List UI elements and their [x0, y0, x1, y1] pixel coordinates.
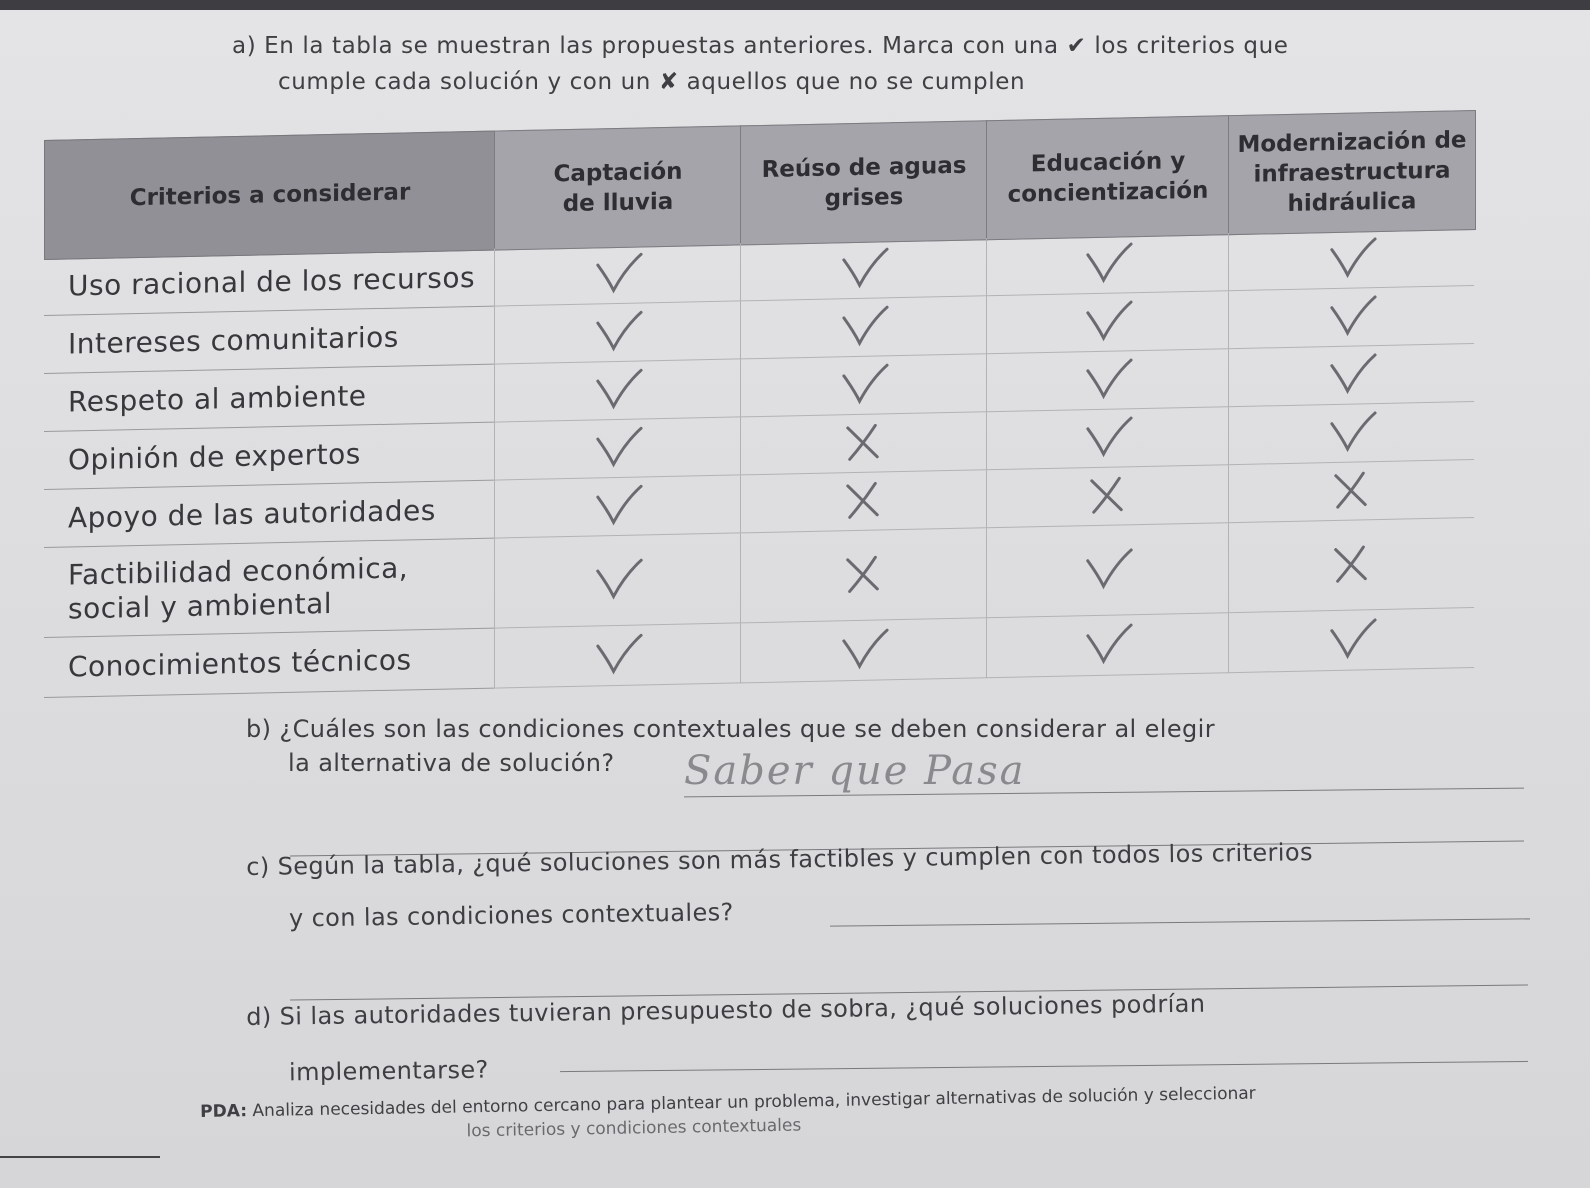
check-mark-icon	[495, 475, 740, 537]
question-d-line1: d) Si las autoridades tuvieran presupuesto de sobra, ¿qué soluciones podrían	[246, 989, 1206, 1031]
header-col-captacion	[494, 125, 742, 250]
check-stroke	[844, 365, 887, 401]
question-c	[246, 835, 1314, 936]
row-label-uso-racional	[44, 249, 494, 316]
cross-stroke	[848, 557, 878, 591]
check-stroke	[1332, 297, 1375, 333]
cross-mark-icon	[987, 465, 1228, 527]
mark-cell[interactable]	[740, 470, 986, 533]
check-mark-icon	[987, 523, 1228, 617]
check-mark-icon	[1229, 344, 1474, 406]
mark-cell[interactable]	[986, 407, 1228, 470]
mark-cell[interactable]	[494, 533, 740, 628]
check-mark-icon	[495, 417, 740, 479]
row-label-text: Apoyo de las autoridades	[68, 493, 436, 534]
criteria-table	[44, 110, 1500, 700]
pda-text: Analiza necesidades del entorno cercano para plantear un problema, investigar alternativas de solución y seleccionar	[252, 1083, 1256, 1122]
mark-cell[interactable]	[494, 417, 740, 480]
cross-stroke	[848, 483, 877, 517]
check-stroke	[1332, 620, 1375, 656]
check-mark-icon	[741, 354, 986, 416]
check-mark-icon	[741, 238, 986, 300]
row-label-text: Factibilidad económica, social y ambiental	[68, 550, 409, 625]
mark-cell[interactable]	[740, 618, 986, 683]
check-stroke	[1088, 418, 1131, 454]
check-mark-icon	[495, 243, 740, 305]
cross-stroke	[1336, 547, 1366, 581]
pda-text-line2: los criterios y condiciones contextuales	[466, 1115, 802, 1142]
check-mark-icon	[987, 613, 1228, 677]
check-stroke	[598, 370, 641, 406]
mark-cell[interactable]	[1228, 608, 1474, 673]
check-mark-icon	[987, 407, 1228, 469]
question-b-line2: la alternativa de solución?	[288, 749, 615, 777]
mark-cell[interactable]	[740, 238, 986, 301]
mark-cell[interactable]	[1228, 228, 1474, 291]
mark-cell[interactable]	[986, 523, 1228, 618]
mark-cell[interactable]	[494, 623, 740, 688]
check-mark-icon	[1229, 228, 1474, 290]
check-stroke	[1088, 550, 1132, 587]
check-stroke	[1332, 413, 1375, 449]
check-stroke	[844, 630, 887, 666]
header-col-educacion	[986, 115, 1230, 240]
check-stroke	[598, 635, 641, 671]
header-col-label: Modernización de infraestructura hidráulica	[1237, 127, 1467, 217]
check-mark-icon	[1229, 286, 1474, 348]
cross-mark-icon	[741, 528, 986, 622]
mark-cell[interactable]	[1228, 460, 1474, 523]
mark-cell[interactable]	[986, 613, 1228, 678]
cross-stroke	[1092, 478, 1121, 512]
check-stroke	[1088, 302, 1131, 338]
question-d-line2: implementarse?	[288, 1055, 489, 1087]
mark-cell[interactable]	[986, 233, 1228, 296]
row-label-text: Respeto al ambiente	[68, 378, 367, 418]
mark-cell[interactable]	[1228, 518, 1474, 613]
header-col-label: Reúso de aguas grises	[761, 152, 967, 212]
cross-stroke	[1336, 473, 1365, 507]
cross-mark-icon	[741, 412, 986, 474]
header-col-label: Educación y concientización	[1007, 148, 1209, 208]
check-stroke	[1332, 239, 1375, 275]
mark-cell[interactable]	[740, 354, 986, 417]
check-stroke	[1332, 355, 1375, 391]
check-stroke	[844, 249, 887, 285]
mark-cell[interactable]	[740, 296, 986, 359]
check-mark-icon	[495, 623, 740, 687]
mark-cell[interactable]	[1228, 344, 1474, 407]
row-label-text: Opinión de expertos	[68, 436, 361, 476]
cross-mark-icon	[1229, 518, 1474, 612]
row-label-text: Uso racional de los recursos	[68, 260, 476, 302]
header-col-reuso	[740, 120, 988, 245]
check-mark-icon	[741, 618, 986, 682]
mark-cell[interactable]	[494, 301, 740, 364]
check-mark-icon	[987, 233, 1228, 295]
pda-note	[200, 1078, 1481, 1148]
mark-cell[interactable]	[494, 475, 740, 538]
check-mark-icon	[987, 291, 1228, 353]
mark-cell[interactable]	[740, 528, 986, 623]
check-mark-icon	[495, 301, 740, 363]
question-c-line1: c) Según la tabla, ¿qué soluciones son más factibles y cumplen con todos los criterios	[246, 838, 1314, 881]
mark-cell[interactable]	[494, 243, 740, 306]
check-mark-icon	[741, 296, 986, 358]
question-b-line1: b) ¿Cuáles son las condiciones contextuales que se deben considerar al elegir	[246, 715, 1216, 743]
mark-cell[interactable]	[740, 412, 986, 475]
check-stroke	[1088, 625, 1131, 661]
pda-label: PDA:	[200, 1101, 248, 1122]
mark-cell[interactable]	[986, 349, 1228, 412]
question-a-line1: a) En la tabla se muestran las propuestas anteriores. Marca con una ✔ los criterios que	[232, 33, 1289, 59]
check-stroke	[1088, 360, 1131, 396]
cross-mark-icon	[1229, 460, 1474, 522]
cross-stroke	[848, 425, 877, 459]
row-label-respeto	[44, 365, 494, 432]
check-mark-icon	[1229, 608, 1474, 672]
header-criteria	[44, 131, 496, 260]
question-a-line2: cumple cada solución y con un ✘ aquellos que no se cumplen	[278, 69, 1026, 95]
question-d	[246, 987, 1206, 1090]
check-mark-icon	[987, 349, 1228, 411]
row-label-text: Intereses comunitarios	[68, 320, 399, 360]
check-stroke	[598, 560, 642, 597]
header-col-label: Captación de lluvia	[553, 158, 683, 218]
check-mark-icon	[1229, 402, 1474, 464]
question-c-line2: y con las condiciones contextuales?	[288, 898, 734, 933]
mark-cell[interactable]	[986, 291, 1228, 354]
check-mark-icon	[495, 359, 740, 421]
check-stroke	[598, 428, 641, 464]
mark-cell[interactable]	[494, 359, 740, 422]
page-top-edge	[0, 0, 1590, 10]
check-stroke	[1088, 244, 1131, 280]
check-stroke	[598, 312, 641, 348]
header-criteria-label: Criterios a considerar	[129, 179, 411, 212]
mark-cell[interactable]	[1228, 402, 1474, 465]
row-label-text: Conocimientos técnicos	[68, 642, 412, 683]
mark-cell[interactable]	[986, 465, 1228, 528]
row-label-factibilidad	[44, 539, 494, 638]
check-stroke	[844, 307, 887, 343]
row-label-opinion	[44, 423, 494, 490]
header-col-modernizacion	[1228, 110, 1476, 235]
check-stroke	[598, 254, 641, 290]
question-a	[232, 28, 1492, 100]
check-stroke	[598, 486, 641, 522]
cross-mark-icon	[741, 470, 986, 532]
row-label-apoyo	[44, 481, 494, 548]
footer-rule	[0, 1156, 160, 1158]
handwritten-answer-b: Saber que Pasa	[684, 748, 1026, 794]
row-label-intereses	[44, 307, 494, 374]
check-mark-icon	[495, 533, 740, 627]
mark-cell[interactable]	[1228, 286, 1474, 349]
row-label-conocimientos	[44, 629, 494, 698]
